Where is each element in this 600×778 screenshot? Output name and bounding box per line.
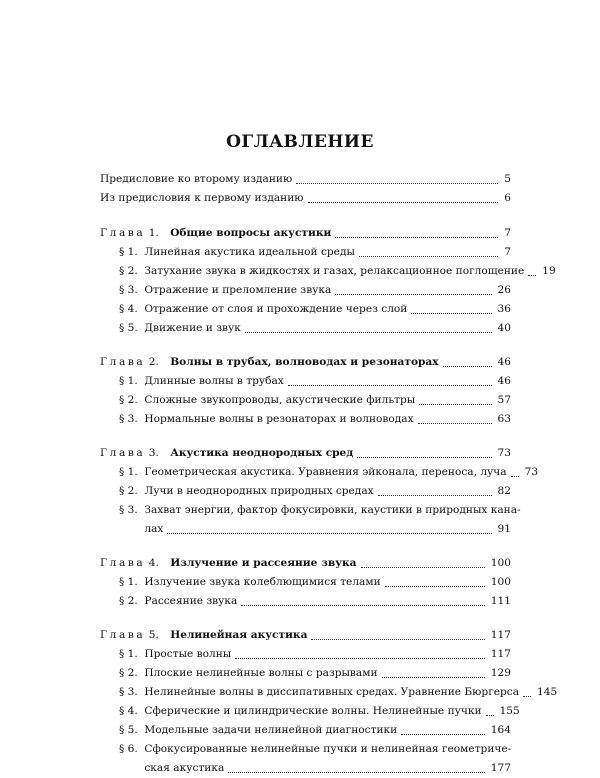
section-title: Отражение от слоя и прохождение через слой: [144, 303, 408, 315]
toc-section[interactable]: [100, 683, 558, 702]
toc-section[interactable]: [100, 664, 511, 683]
dot-leader: [228, 772, 485, 773]
chapter-number: 4.: [148, 557, 159, 569]
toc-page-number: 73: [497, 447, 511, 459]
toc-section-continuation[interactable]: [100, 520, 511, 539]
toc-page-number: 36: [497, 303, 511, 315]
toc-section[interactable]: [100, 319, 511, 338]
section-title: Нелинейные волны в диссипативных средах. Уравнение Бюргерса: [144, 686, 520, 698]
dot-leader: [245, 332, 492, 333]
toc-page-number: 82: [497, 485, 511, 497]
toc-page-number: 129: [490, 667, 511, 679]
chapter-title: Нелинейная акустика: [170, 629, 308, 641]
dot-leader: [401, 734, 485, 735]
toc-chapter-2[interactable]: [100, 353, 511, 372]
toc-page-number: 26: [497, 284, 511, 296]
dot-leader: [296, 183, 498, 184]
toc-section[interactable]: [100, 645, 511, 664]
toc-chapter-1[interactable]: [100, 224, 511, 243]
dot-leader: [308, 202, 499, 203]
toc-section[interactable]: [100, 410, 511, 429]
section-title: Затухание звука в жидкостях и газах, релаксационное поглощение: [144, 265, 525, 277]
section-number: § 2.: [119, 595, 138, 607]
toc-section[interactable]: [100, 243, 511, 262]
section-number: § 2.: [119, 485, 138, 497]
dot-leader: [235, 658, 485, 659]
section-title: Модельные задачи нелинейной диагностики: [144, 724, 398, 736]
section-title: Геометрическая акустика. Уравнения эйконала, переноса, луча: [144, 466, 507, 478]
section-number: § 3.: [119, 413, 138, 425]
dot-leader: [385, 586, 485, 587]
section-title: Сфокусированные нелинейные пучки и нелинейная геометриче-: [144, 743, 512, 755]
toc-section-continuation[interactable]: [100, 759, 511, 778]
section-title-continuation: лах: [144, 523, 164, 535]
toc-page-number: 117: [490, 629, 511, 641]
dot-leader: [241, 605, 484, 606]
toc-page-number: 6: [504, 192, 511, 204]
section-number: § 5.: [119, 724, 138, 736]
toc-page-number: 40: [497, 322, 511, 334]
section-number: § 4.: [119, 705, 138, 717]
chapter-title: Общие вопросы акустики: [170, 227, 332, 239]
section-number: § 5.: [119, 322, 138, 334]
section-title: Рассеяние звука: [144, 595, 238, 607]
chapter-label: Глава: [100, 356, 146, 368]
chapter-title: Акустика неоднородных сред: [170, 447, 354, 459]
section-title: Линейная акустика идеальной среды: [144, 246, 355, 258]
dot-leader: [167, 533, 491, 534]
toc-entry-text: Предисловие ко второму изданию: [100, 173, 293, 185]
chapter-label: Глава: [100, 557, 146, 569]
section-title: Нормальные волны в резонаторах и волноводах: [144, 413, 414, 425]
toc-entry-preface-second[interactable]: [100, 170, 511, 189]
toc-section-first-line[interactable]: [100, 740, 511, 759]
toc-page-number: 155: [499, 705, 520, 717]
section-number: § 2.: [119, 667, 138, 679]
toc-section[interactable]: [100, 372, 511, 391]
toc-page-number: 46: [497, 356, 511, 368]
toc-page-number: 91: [497, 523, 511, 535]
dot-leader: [357, 457, 491, 458]
dot-leader: [335, 237, 498, 238]
toc-page-number: 117: [490, 648, 511, 660]
dot-leader: [511, 476, 519, 477]
toc-page-number: 177: [490, 762, 511, 774]
table-of-contents: [100, 170, 558, 778]
toc-chapter-4[interactable]: [100, 554, 511, 573]
dot-leader: [359, 256, 498, 257]
toc-page-number: 73: [524, 466, 539, 478]
section-number: § 3.: [119, 504, 138, 516]
section-title: Отражение и преломление звука: [144, 284, 332, 296]
toc-page-number: 111: [490, 595, 511, 607]
section-title: Движение и звук: [144, 322, 241, 334]
dot-leader: [419, 404, 491, 405]
dot-leader: [418, 423, 492, 424]
dot-leader: [486, 715, 494, 716]
toc-section[interactable]: [100, 482, 511, 501]
section-title: Простые волны: [144, 648, 232, 660]
section-title: Сложные звукопроводы, акустические фильтры: [144, 394, 416, 406]
section-number: § 1.: [119, 466, 138, 478]
toc-entry-preface-first[interactable]: [100, 189, 511, 208]
toc-section[interactable]: [100, 702, 520, 721]
section-number: § 3.: [119, 284, 138, 296]
toc-section[interactable]: [100, 391, 511, 410]
toc-chapter-5[interactable]: [100, 626, 511, 645]
section-number: § 1.: [119, 246, 138, 258]
toc-section[interactable]: [100, 592, 511, 611]
dot-leader: [361, 567, 485, 568]
section-number: § 3.: [119, 686, 138, 698]
toc-section[interactable]: [100, 300, 511, 319]
chapter-number: 2.: [148, 356, 159, 368]
toc-section[interactable]: [100, 463, 539, 482]
toc-section[interactable]: [100, 721, 511, 740]
dot-leader: [443, 366, 492, 367]
chapter-title: Излучение и рассеяние звука: [170, 557, 357, 569]
toc-section[interactable]: [100, 262, 556, 281]
section-title: Лучи в неоднородных природных средах: [144, 485, 374, 497]
toc-section[interactable]: [100, 281, 511, 300]
toc-page-number: 63: [497, 413, 511, 425]
chapter-number: 3.: [148, 447, 159, 459]
toc-page-number: 7: [504, 246, 511, 258]
section-title: Захват энергии, фактор фокусировки, каустики в природных кана-: [144, 504, 521, 516]
dot-leader: [288, 385, 492, 386]
toc-page-number: 5: [504, 173, 511, 185]
section-title: Плоские нелинейные волны с разрывами: [144, 667, 378, 679]
toc-page-number: 19: [542, 265, 556, 277]
dot-leader: [411, 313, 491, 314]
toc-page-number: 7: [504, 227, 511, 239]
toc-section[interactable]: [100, 573, 511, 592]
dot-leader: [523, 696, 531, 697]
section-title-continuation: ская акустика: [144, 762, 225, 774]
section-number: § 6.: [119, 743, 138, 755]
dot-leader: [528, 275, 536, 276]
chapter-label: Глава: [100, 629, 146, 641]
toc-page-number: 145: [537, 686, 558, 698]
section-number: § 1.: [119, 576, 138, 588]
page-title: ОГЛАВЛЕНИЕ: [226, 132, 374, 152]
toc-chapter-3[interactable]: [100, 444, 511, 463]
toc-page-number: 100: [490, 576, 511, 588]
toc-page-number: 57: [497, 394, 511, 406]
section-title: Сферические и цилиндрические волны. Нелинейные пучки: [144, 705, 482, 717]
toc-page-number: 164: [490, 724, 511, 736]
section-title: Длинные волны в трубах: [144, 375, 284, 387]
dot-leader: [335, 294, 491, 295]
chapter-number: 1.: [148, 227, 159, 239]
dot-leader: [311, 639, 484, 640]
dot-leader: [378, 495, 492, 496]
dot-leader: [382, 677, 485, 678]
section-number: § 4.: [119, 303, 138, 315]
section-number: § 1.: [119, 375, 138, 387]
toc-page-number: 100: [490, 557, 511, 569]
chapter-label: Глава: [100, 227, 146, 239]
section-number: § 2.: [119, 265, 138, 277]
chapter-label: Глава: [100, 447, 146, 459]
chapter-number: 5.: [148, 629, 159, 641]
section-number: § 1.: [119, 648, 138, 660]
chapter-title: Волны в трубах, волноводах и резонаторах: [170, 356, 439, 368]
toc-page-number: 46: [497, 375, 511, 387]
section-number: § 2.: [119, 394, 138, 406]
toc-section-first-line[interactable]: [100, 501, 521, 520]
toc-entry-text: Из предисловия к первому изданию: [100, 192, 304, 204]
section-title: Излучение звука колеблющимися телами: [144, 576, 381, 588]
